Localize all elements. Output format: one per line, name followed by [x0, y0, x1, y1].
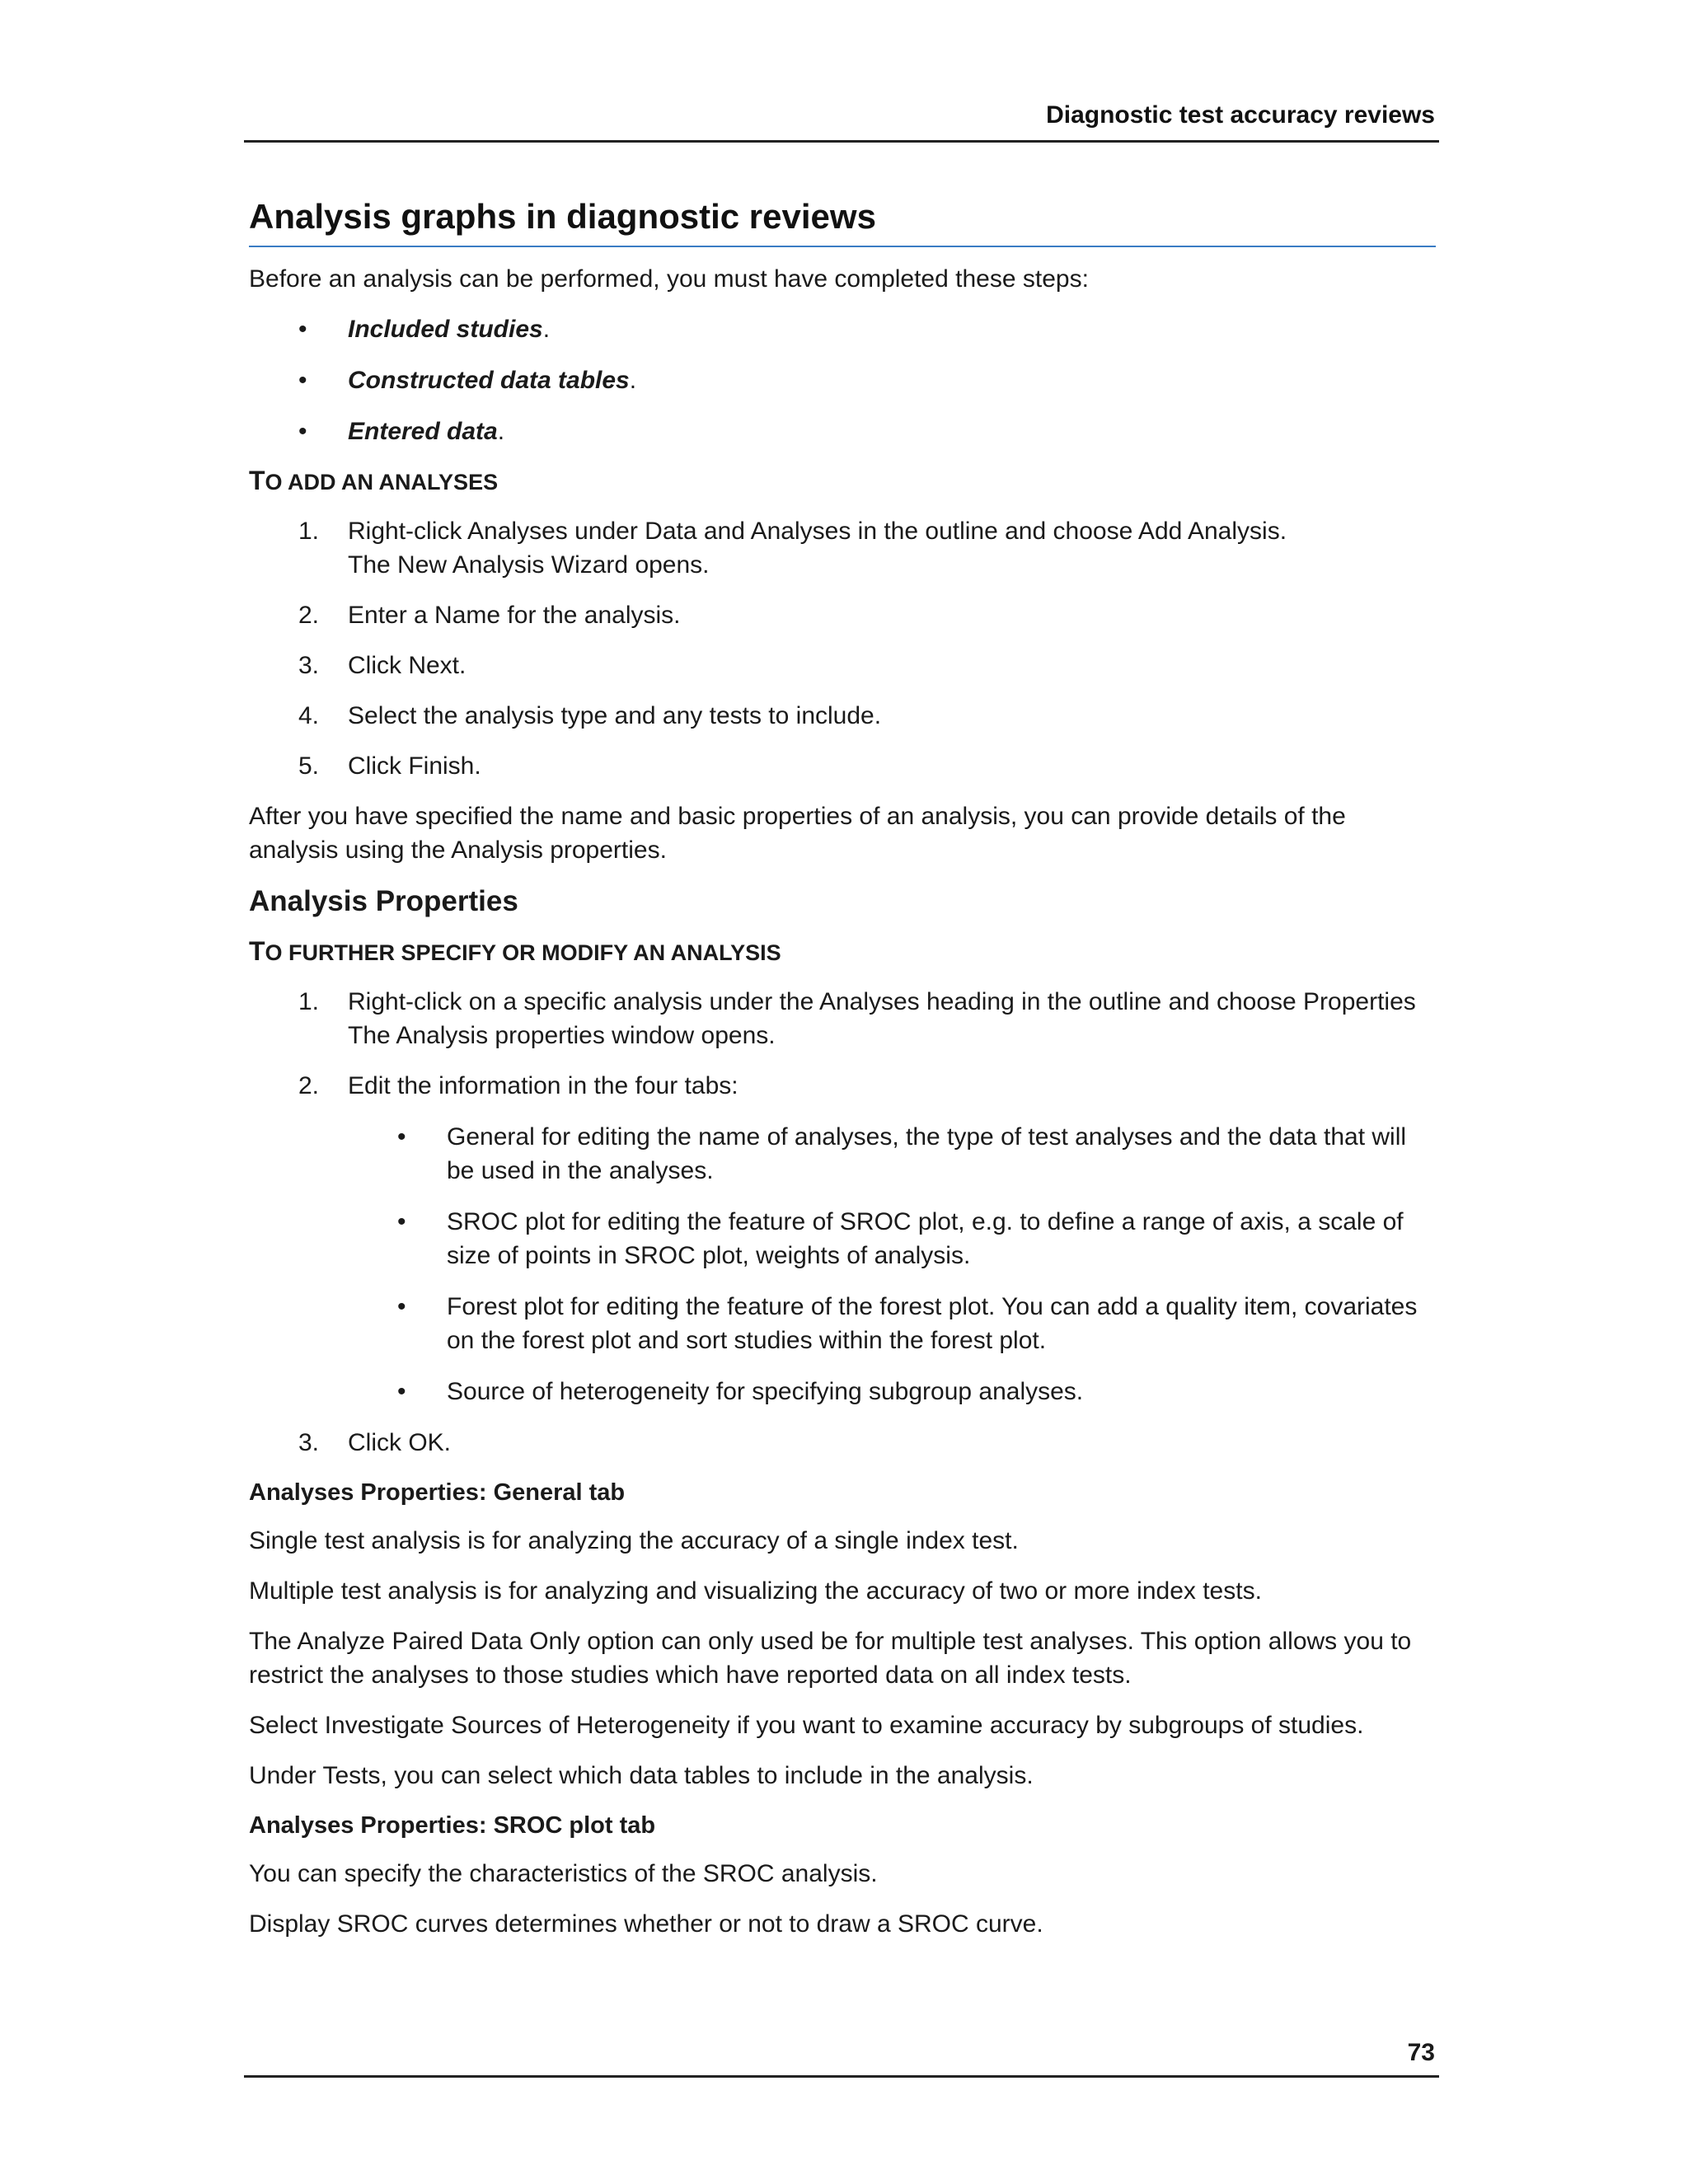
- modify-analysis-steps: [249, 985, 1436, 1460]
- list-item: [298, 312, 1436, 346]
- list-item: [397, 1290, 1436, 1357]
- list-item: [298, 598, 1436, 632]
- general-tab-paragraph: Multiple test analysis is for analyzing and visualizing the accuracy of two or more index tests.: [249, 1577, 1262, 1605]
- step-number: 2.: [298, 1072, 320, 1100]
- list-item: [298, 415, 1436, 448]
- page-content: [249, 196, 1436, 1957]
- prereq-text: Entered data: [348, 418, 498, 446]
- list-item: [298, 699, 1436, 733]
- analysis-properties-title: Analysis Properties: [249, 885, 518, 918]
- prerequisite-list: [249, 312, 1436, 448]
- sroc-tab-paragraph: You can specify the characteristics of the SROC analysis.: [249, 1860, 878, 1888]
- step-number: 1.: [298, 518, 320, 546]
- step-text: Right-click Analyses under Data and Analyses in the outline and choose Add Analysis.: [348, 518, 1287, 546]
- prereq-text: Constructed data tables: [348, 367, 630, 395]
- modify-analysis-heading: [249, 936, 1436, 968]
- prereq-suffix: .: [542, 316, 551, 344]
- step-result: The New Analysis Wizard opens.: [348, 551, 710, 579]
- step-text: Select the analysis type and any tests to include.: [348, 702, 882, 730]
- tabs-list: [348, 1120, 1436, 1408]
- general-tab-heading: Analyses Properties: General tab: [249, 1479, 626, 1507]
- footer-rule: [244, 2075, 1439, 2078]
- bullet-icon: •: [298, 418, 307, 446]
- list-item: [298, 363, 1436, 397]
- prereq-suffix: .: [629, 367, 637, 395]
- bullet-icon: •: [298, 367, 307, 395]
- sroc-tab-paragraph: Display SROC curves determines whether or not to draw a SROC curve.: [249, 1910, 1043, 1938]
- heading-initial: T: [249, 466, 265, 496]
- step-text: Click OK.: [348, 1429, 452, 1457]
- list-item: [298, 1426, 1436, 1460]
- list-item: [298, 985, 1436, 1052]
- add-analyses-heading: [249, 466, 1436, 498]
- general-tab-paragraph: Single test analysis is for analyzing the accuracy of a single index test.: [249, 1527, 1019, 1555]
- step-text: Click Finish.: [348, 752, 481, 780]
- list-item: [298, 514, 1436, 582]
- add-analyses-steps: [249, 514, 1436, 783]
- list-item: [298, 1069, 1436, 1408]
- prereq-text: Included studies: [348, 316, 543, 344]
- step-number: 1.: [298, 988, 320, 1016]
- list-item: [298, 749, 1436, 783]
- list-item: [298, 649, 1436, 682]
- heading-rest: O ADD AN ANALYSES: [265, 470, 499, 495]
- heading-rest: O FURTHER SPECIFY OR MODIFY AN ANALYSIS: [265, 940, 781, 966]
- step-text: Right-click on a specific analysis under the Analyses heading in the outline and choose Properties: [348, 988, 1416, 1016]
- list-item: [397, 1120, 1436, 1188]
- header-rule: [244, 140, 1439, 143]
- general-tab-paragraph: Select Investigate Sources of Heterogeneity if you want to examine accuracy by subgroups of studies.: [249, 1712, 1364, 1740]
- step-number: 3.: [298, 1429, 320, 1457]
- section-title: Analysis graphs in diagnostic reviews: [249, 196, 1436, 247]
- running-header: Diagnostic test accuracy reviews: [1046, 101, 1435, 129]
- document-page: [244, 0, 1439, 2184]
- general-tab-paragraph: The Analyze Paired Data Only option can only used be for multiple test analyses. This option allows you to restrict the analyses to those studies which have reported data on all index tests.: [249, 1628, 1412, 1690]
- tab-description: General for editing the name of analyses, the type of test analyses and the data that will be used in the analyses.: [447, 1123, 1407, 1185]
- tab-description: SROC plot for editing the feature of SROC plot, e.g. to define a range of axis, a scale of size of points in SROC plot, weights of analysis.: [447, 1208, 1404, 1270]
- step-number: 3.: [298, 652, 320, 680]
- bullet-icon: •: [397, 1293, 406, 1321]
- sroc-tab-heading: Analyses Properties: SROC plot tab: [249, 1812, 656, 1840]
- step-number: 2.: [298, 602, 320, 630]
- intro-paragraph: Before an analysis can be performed, you must have completed these steps:: [249, 265, 1089, 293]
- heading-initial: T: [249, 936, 265, 967]
- step-number: 5.: [298, 752, 320, 780]
- tab-description: Source of heterogeneity for specifying subgroup analyses.: [447, 1378, 1084, 1406]
- after-steps-paragraph: After you have specified the name and basic properties of an analysis, you can provide details of the analysis using the Analysis properties.: [249, 803, 1346, 865]
- step-text: Enter a Name for the analysis.: [348, 602, 681, 630]
- list-item: [397, 1375, 1436, 1408]
- tab-description: Forest plot for editing the feature of the forest plot. You can add a quality item, covariates on the forest plot and sort studies within the forest plot.: [447, 1293, 1418, 1355]
- step-text: Edit the information in the four tabs:: [348, 1072, 738, 1100]
- list-item: [397, 1205, 1436, 1272]
- bullet-icon: •: [298, 316, 307, 344]
- step-text: Click Next.: [348, 652, 467, 680]
- prereq-suffix: .: [497, 418, 505, 446]
- general-tab-paragraph: Under Tests, you can select which data tables to include in the analysis.: [249, 1762, 1034, 1790]
- bullet-icon: •: [397, 1123, 406, 1151]
- bullet-icon: •: [397, 1378, 406, 1406]
- step-result: The Analysis properties window opens.: [348, 1022, 776, 1050]
- page-number: 73: [1407, 2039, 1435, 2066]
- step-number: 4.: [298, 702, 320, 730]
- bullet-icon: •: [397, 1208, 406, 1236]
